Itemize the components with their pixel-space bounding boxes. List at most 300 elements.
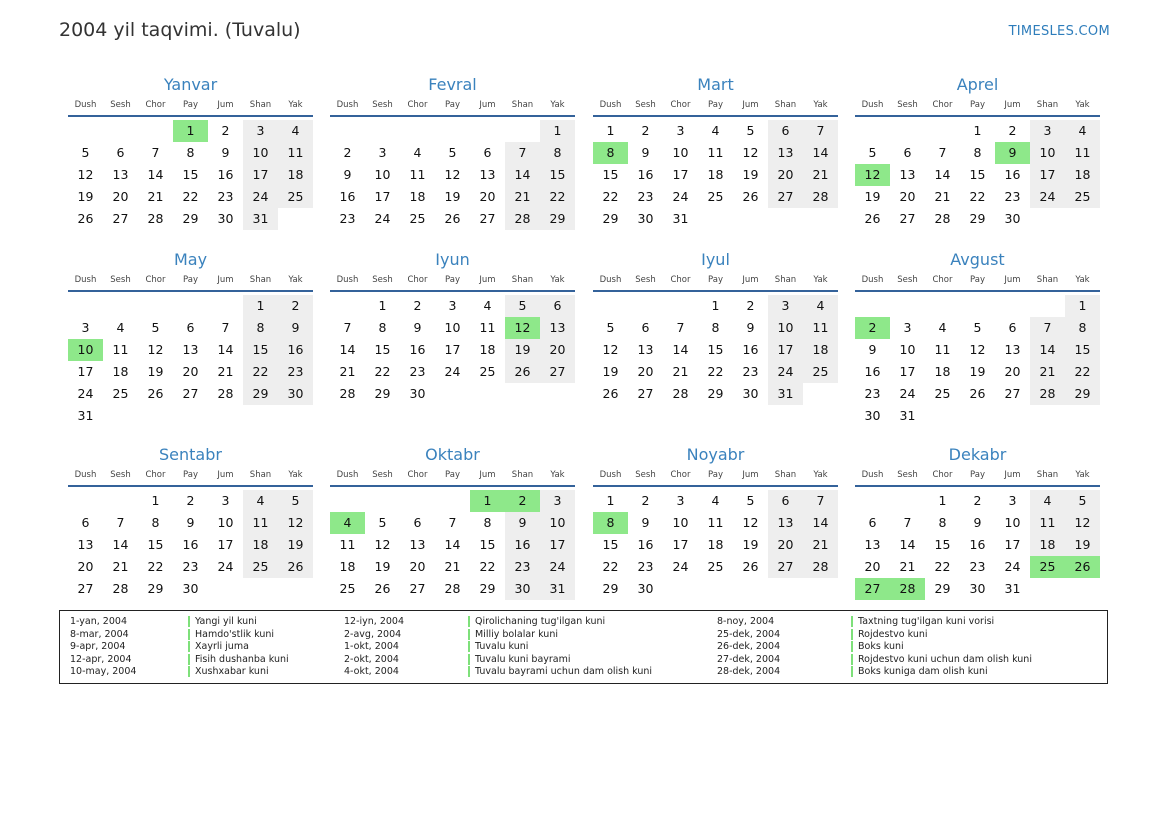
weekend-day-cell: 5 — [278, 490, 313, 512]
day-cell: 16 — [182, 537, 199, 552]
empty-day-cell — [1065, 208, 1100, 230]
month-title: Avgust — [950, 250, 1005, 269]
day-cell: 28 — [444, 581, 461, 596]
day-cell: 2 — [746, 298, 755, 313]
weekend-day-cell: 21 — [803, 534, 838, 556]
month-title: Sentabr — [159, 445, 222, 464]
day-cell: 27 — [1004, 386, 1021, 401]
day-cell: 19 — [147, 364, 164, 379]
day-cell: 7 — [116, 515, 125, 530]
week-row — [855, 186, 1100, 208]
day-cell: 31 — [672, 211, 689, 226]
holiday-day-cell: 25 — [1030, 556, 1065, 578]
legend-holiday-name: Boks kuniga dam olish kuni — [851, 666, 988, 677]
day-cell: 7 — [448, 515, 457, 530]
empty-day-cell — [925, 295, 960, 317]
weekend-day-cell: 29 — [540, 208, 575, 230]
weekday-label: Pay — [970, 470, 985, 480]
day-cell: 5 — [448, 145, 457, 160]
weekday-label: Dush — [74, 275, 97, 285]
month-title: Yanvar — [163, 75, 218, 94]
weekday-header — [855, 468, 1100, 487]
weekday-header — [855, 98, 1100, 117]
weekday-label: Shan — [249, 100, 272, 110]
weekend-day-cell: 9 — [278, 317, 313, 339]
weekday-label: Pay — [970, 100, 985, 110]
day-cell: 25 — [707, 559, 724, 574]
day-cell: 9 — [973, 515, 982, 530]
week-row — [593, 490, 838, 512]
week-row — [330, 295, 575, 317]
empty-day-cell — [698, 578, 733, 600]
month-oktabr — [330, 444, 575, 600]
day-cell: 25 — [339, 581, 356, 596]
week-row — [330, 512, 575, 534]
day-cell: 24 — [77, 386, 94, 401]
day-cell: 5 — [746, 123, 755, 138]
week-row — [593, 295, 838, 317]
day-cell: 3 — [448, 298, 457, 313]
empty-day-cell — [768, 208, 803, 230]
empty-day-cell — [435, 120, 470, 142]
week-row — [68, 556, 313, 578]
weekend-day-cell: 27 — [540, 361, 575, 383]
day-cell: 17 — [77, 364, 94, 379]
weekday-label: Yak — [813, 275, 828, 285]
day-cell: 26 — [742, 559, 759, 574]
weekday-label: Sesh — [897, 100, 918, 110]
weekend-day-cell: 5 — [1065, 490, 1100, 512]
day-cell: 16 — [1004, 167, 1021, 182]
weekend-day-cell: 3 — [243, 120, 278, 142]
weekend-day-cell: 31 — [540, 578, 575, 600]
weekend-day-cell: 8 — [1065, 317, 1100, 339]
day-cell: 14 — [899, 537, 916, 552]
day-cell: 16 — [742, 342, 759, 357]
weekend-day-cell: 24 — [1030, 186, 1065, 208]
day-cell: 25 — [479, 364, 496, 379]
day-cell: 3 — [903, 320, 912, 335]
empty-day-cell — [243, 405, 278, 427]
empty-day-cell — [1030, 208, 1065, 230]
legend-holiday-name: Yangi yil kuni — [188, 616, 257, 627]
weekday-label: Yak — [1075, 100, 1090, 110]
month-title: Iyun — [435, 250, 470, 269]
weekend-day-cell: 5 — [505, 295, 540, 317]
day-cell: 6 — [868, 515, 877, 530]
day-cell: 20 — [637, 364, 654, 379]
day-cell: 3 — [378, 145, 387, 160]
day-cell: 21 — [339, 364, 356, 379]
day-cell: 29 — [934, 581, 951, 596]
empty-day-cell — [1030, 578, 1065, 600]
day-cell: 27 — [182, 386, 199, 401]
day-cell: 29 — [374, 386, 391, 401]
weekend-day-cell: 1 — [540, 120, 575, 142]
week-row — [593, 361, 838, 383]
day-cell: 8 — [151, 515, 160, 530]
weekday-label: Pay — [183, 275, 198, 285]
weekday-label: Chor — [932, 100, 953, 110]
weekday-header — [330, 273, 575, 292]
day-cell: 29 — [602, 211, 619, 226]
empty-day-cell — [103, 295, 138, 317]
day-cell: 17 — [899, 364, 916, 379]
legend-date: 26-dek, 2004 — [717, 641, 781, 652]
day-cell: 13 — [182, 342, 199, 357]
day-cell: 2 — [186, 493, 195, 508]
day-cell: 28 — [112, 581, 129, 596]
week-row — [593, 383, 838, 405]
day-cell: 29 — [147, 581, 164, 596]
legend-holiday-name: Boks kuni — [851, 641, 904, 652]
weekend-day-cell: 3 — [1030, 120, 1065, 142]
month-title: Mart — [697, 75, 734, 94]
weekend-day-cell: 11 — [1030, 512, 1065, 534]
legend-date: 8-noy, 2004 — [717, 616, 775, 627]
day-cell: 13 — [409, 537, 426, 552]
weekday-label: Jum — [742, 100, 759, 110]
weekday-label: Dush — [599, 275, 622, 285]
weekday-header — [855, 273, 1100, 292]
day-cell: 27 — [409, 581, 426, 596]
day-cell: 26 — [374, 581, 391, 596]
weekday-label: Yak — [550, 470, 565, 480]
weekday-label: Shan — [1036, 470, 1059, 480]
legend-row — [60, 629, 1107, 642]
legend-date: 4-okt, 2004 — [344, 666, 399, 677]
day-cell: 26 — [742, 189, 759, 204]
empty-day-cell — [138, 120, 173, 142]
day-cell: 21 — [444, 559, 461, 574]
weekend-day-cell: 10 — [540, 512, 575, 534]
day-cell: 27 — [112, 211, 129, 226]
empty-day-cell — [278, 578, 313, 600]
empty-day-cell — [593, 295, 628, 317]
day-cell: 20 — [1004, 364, 1021, 379]
empty-day-cell — [208, 295, 243, 317]
day-cell: 18 — [479, 342, 496, 357]
empty-day-cell — [925, 120, 960, 142]
day-cell: 10 — [1004, 515, 1021, 530]
empty-day-cell — [208, 405, 243, 427]
weekend-day-cell: 11 — [1065, 142, 1100, 164]
weekday-label: Dush — [74, 100, 97, 110]
day-cell: 13 — [899, 167, 916, 182]
weekday-label: Chor — [932, 275, 953, 285]
weekday-label: Pay — [445, 100, 460, 110]
weekday-label: Chor — [145, 100, 166, 110]
day-cell: 20 — [112, 189, 129, 204]
week-row — [593, 208, 838, 230]
day-cell: 1 — [606, 493, 615, 508]
week-row — [68, 186, 313, 208]
weekday-label: Shan — [1036, 275, 1059, 285]
day-cell: 3 — [81, 320, 90, 335]
week-row — [330, 208, 575, 230]
weekend-day-cell: 11 — [803, 317, 838, 339]
day-cell: 18 — [707, 537, 724, 552]
weekend-day-cell: 15 — [540, 164, 575, 186]
day-cell: 9 — [641, 145, 650, 160]
weekend-day-cell: 23 — [278, 361, 313, 383]
day-cell: 16 — [637, 167, 654, 182]
weekday-label: Chor — [670, 275, 691, 285]
day-cell: 3 — [676, 123, 685, 138]
day-cell: 10 — [374, 167, 391, 182]
weekend-day-cell: 20 — [768, 534, 803, 556]
weekday-label: Jum — [1004, 470, 1021, 480]
site-link[interactable]: TIMESLES.COM — [1008, 24, 1110, 39]
empty-day-cell — [768, 578, 803, 600]
day-cell: 30 — [1004, 211, 1021, 226]
day-cell: 22 — [602, 189, 619, 204]
month-noyabr — [593, 444, 838, 600]
weekday-label: Yak — [550, 275, 565, 285]
weekend-day-cell: 28 — [803, 186, 838, 208]
weekend-day-cell: 27 — [768, 556, 803, 578]
holiday-day-cell: 2 — [505, 490, 540, 512]
day-cell: 2 — [221, 123, 230, 138]
empty-day-cell — [1030, 405, 1065, 427]
month-may — [68, 249, 313, 427]
empty-day-cell — [470, 383, 505, 405]
weekday-label: Pay — [445, 470, 460, 480]
weekday-header — [593, 273, 838, 292]
day-cell: 11 — [934, 342, 951, 357]
week-row — [330, 164, 575, 186]
week-row — [593, 120, 838, 142]
legend-holiday-name: Tuvalu kuni bayrami — [468, 654, 571, 665]
day-cell: 1 — [378, 298, 387, 313]
weekday-label: Chor — [407, 100, 428, 110]
week-row — [593, 534, 838, 556]
day-cell: 26 — [969, 386, 986, 401]
weekend-day-cell: 4 — [1030, 490, 1065, 512]
day-cell: 22 — [182, 189, 199, 204]
day-cell: 12 — [444, 167, 461, 182]
legend-date: 1-yan, 2004 — [70, 616, 127, 627]
day-cell: 29 — [479, 581, 496, 596]
day-cell: 16 — [864, 364, 881, 379]
legend-date: 12-iyn, 2004 — [344, 616, 405, 627]
week-row — [68, 578, 313, 600]
day-cell: 23 — [637, 559, 654, 574]
week-row — [855, 164, 1100, 186]
day-cell: 6 — [116, 145, 125, 160]
weekend-day-cell: 25 — [243, 556, 278, 578]
day-cell: 3 — [221, 493, 230, 508]
empty-day-cell — [1065, 405, 1100, 427]
weekend-day-cell: 19 — [505, 339, 540, 361]
day-cell: 6 — [641, 320, 650, 335]
day-cell: 7 — [151, 145, 160, 160]
day-cell: 18 — [112, 364, 129, 379]
day-cell: 21 — [672, 364, 689, 379]
week-row — [68, 512, 313, 534]
week-row — [855, 295, 1100, 317]
day-cell: 12 — [602, 342, 619, 357]
day-cell: 6 — [413, 515, 422, 530]
day-cell: 12 — [77, 167, 94, 182]
day-cell: 29 — [707, 386, 724, 401]
legend-holiday-name: Xayrli juma — [188, 641, 249, 652]
weekend-day-cell: 30 — [505, 578, 540, 600]
day-cell: 26 — [602, 386, 619, 401]
weekend-day-cell: 14 — [505, 164, 540, 186]
day-cell: 30 — [182, 581, 199, 596]
week-row — [68, 208, 313, 230]
weekend-day-cell: 18 — [803, 339, 838, 361]
weekend-day-cell: 22 — [540, 186, 575, 208]
empty-day-cell — [278, 405, 313, 427]
weekend-day-cell: 23 — [505, 556, 540, 578]
day-cell: 20 — [864, 559, 881, 574]
weekend-day-cell: 28 — [803, 556, 838, 578]
weekend-day-cell: 28 — [1030, 383, 1065, 405]
empty-day-cell — [1030, 295, 1065, 317]
week-row — [593, 339, 838, 361]
weekend-day-cell: 17 — [768, 339, 803, 361]
empty-day-cell — [435, 383, 470, 405]
day-cell: 28 — [934, 211, 951, 226]
empty-day-cell — [803, 208, 838, 230]
day-cell: 22 — [479, 559, 496, 574]
day-cell: 9 — [343, 167, 352, 182]
weekend-day-cell: 7 — [803, 490, 838, 512]
weekday-label: Dush — [861, 470, 884, 480]
weekday-label: Shan — [774, 100, 797, 110]
day-cell: 15 — [602, 537, 619, 552]
empty-day-cell — [103, 490, 138, 512]
weekend-day-cell: 14 — [1030, 339, 1065, 361]
week-row — [68, 339, 313, 361]
weekday-label: Yak — [1075, 470, 1090, 480]
weekday-label: Yak — [288, 470, 303, 480]
weekend-day-cell: 10 — [1030, 142, 1065, 164]
empty-day-cell — [68, 490, 103, 512]
day-cell: 15 — [707, 342, 724, 357]
week-row — [68, 120, 313, 142]
weekday-label: Pay — [970, 275, 985, 285]
week-row — [68, 295, 313, 317]
empty-day-cell — [995, 405, 1030, 427]
weekday-header — [330, 98, 575, 117]
weekend-day-cell: 4 — [803, 295, 838, 317]
weekday-label: Sesh — [110, 470, 131, 480]
day-cell: 13 — [112, 167, 129, 182]
weekday-label: Pay — [708, 275, 723, 285]
day-cell: 11 — [479, 320, 496, 335]
weekday-header — [68, 468, 313, 487]
month-sentabr — [68, 444, 313, 600]
month-title: Dekabr — [948, 445, 1007, 464]
day-cell: 27 — [899, 211, 916, 226]
weekday-label: Shan — [511, 275, 534, 285]
day-cell: 30 — [864, 408, 881, 423]
weekend-day-cell: 29 — [243, 383, 278, 405]
day-cell: 12 — [742, 145, 759, 160]
weekday-label: Jum — [742, 470, 759, 480]
day-cell: 15 — [969, 167, 986, 182]
day-cell: 20 — [77, 559, 94, 574]
day-cell: 21 — [112, 559, 129, 574]
day-cell: 22 — [969, 189, 986, 204]
day-cell: 1 — [938, 493, 947, 508]
weekend-day-cell: 24 — [540, 556, 575, 578]
weekday-label: Sesh — [372, 275, 393, 285]
day-cell: 7 — [676, 320, 685, 335]
day-cell: 8 — [711, 320, 720, 335]
day-cell: 22 — [602, 559, 619, 574]
week-row — [68, 361, 313, 383]
day-cell: 7 — [903, 515, 912, 530]
day-cell: 17 — [374, 189, 391, 204]
week-row — [593, 512, 838, 534]
day-cell: 9 — [413, 320, 422, 335]
week-row — [68, 534, 313, 556]
weekend-day-cell: 20 — [768, 164, 803, 186]
day-cell: 24 — [672, 559, 689, 574]
legend-date: 28-dek, 2004 — [717, 666, 781, 677]
empty-day-cell — [173, 405, 208, 427]
day-cell: 29 — [602, 581, 619, 596]
legend-row — [60, 616, 1107, 629]
weekend-day-cell: 25 — [1065, 186, 1100, 208]
day-cell: 23 — [339, 211, 356, 226]
day-cell: 1 — [606, 123, 615, 138]
empty-day-cell — [400, 120, 435, 142]
weekend-day-cell: 15 — [243, 339, 278, 361]
legend-date: 12-apr, 2004 — [70, 653, 132, 665]
empty-day-cell — [698, 208, 733, 230]
day-cell: 26 — [444, 211, 461, 226]
day-cell: 17 — [1004, 537, 1021, 552]
day-cell: 15 — [374, 342, 391, 357]
weekend-day-cell: 25 — [803, 361, 838, 383]
empty-day-cell — [960, 405, 995, 427]
day-cell: 4 — [711, 493, 720, 508]
legend-holiday-name: Fisih dushanba kuni — [188, 654, 289, 665]
empty-day-cell — [505, 120, 540, 142]
day-cell: 10 — [899, 342, 916, 357]
day-cell: 11 — [707, 515, 724, 530]
day-cell: 4 — [483, 298, 492, 313]
weekday-label: Shan — [1036, 100, 1059, 110]
week-row — [330, 556, 575, 578]
month-title: Iyul — [701, 250, 730, 269]
month-title: May — [173, 250, 208, 269]
day-cell: 13 — [479, 167, 496, 182]
weekend-day-cell: 11 — [278, 142, 313, 164]
weekday-header — [593, 468, 838, 487]
week-row — [593, 186, 838, 208]
day-cell: 5 — [973, 320, 982, 335]
week-row — [68, 317, 313, 339]
weekday-label: Chor — [932, 470, 953, 480]
holiday-day-cell: 12 — [505, 317, 540, 339]
day-cell: 2 — [641, 123, 650, 138]
weekend-day-cell: 12 — [278, 512, 313, 534]
weekday-label: Shan — [511, 100, 534, 110]
weekday-label: Yak — [288, 275, 303, 285]
holiday-day-cell: 1 — [173, 120, 208, 142]
weekday-label: Sesh — [110, 100, 131, 110]
week-row — [68, 405, 313, 427]
week-row — [593, 578, 838, 600]
day-cell: 18 — [409, 189, 426, 204]
week-row — [68, 383, 313, 405]
